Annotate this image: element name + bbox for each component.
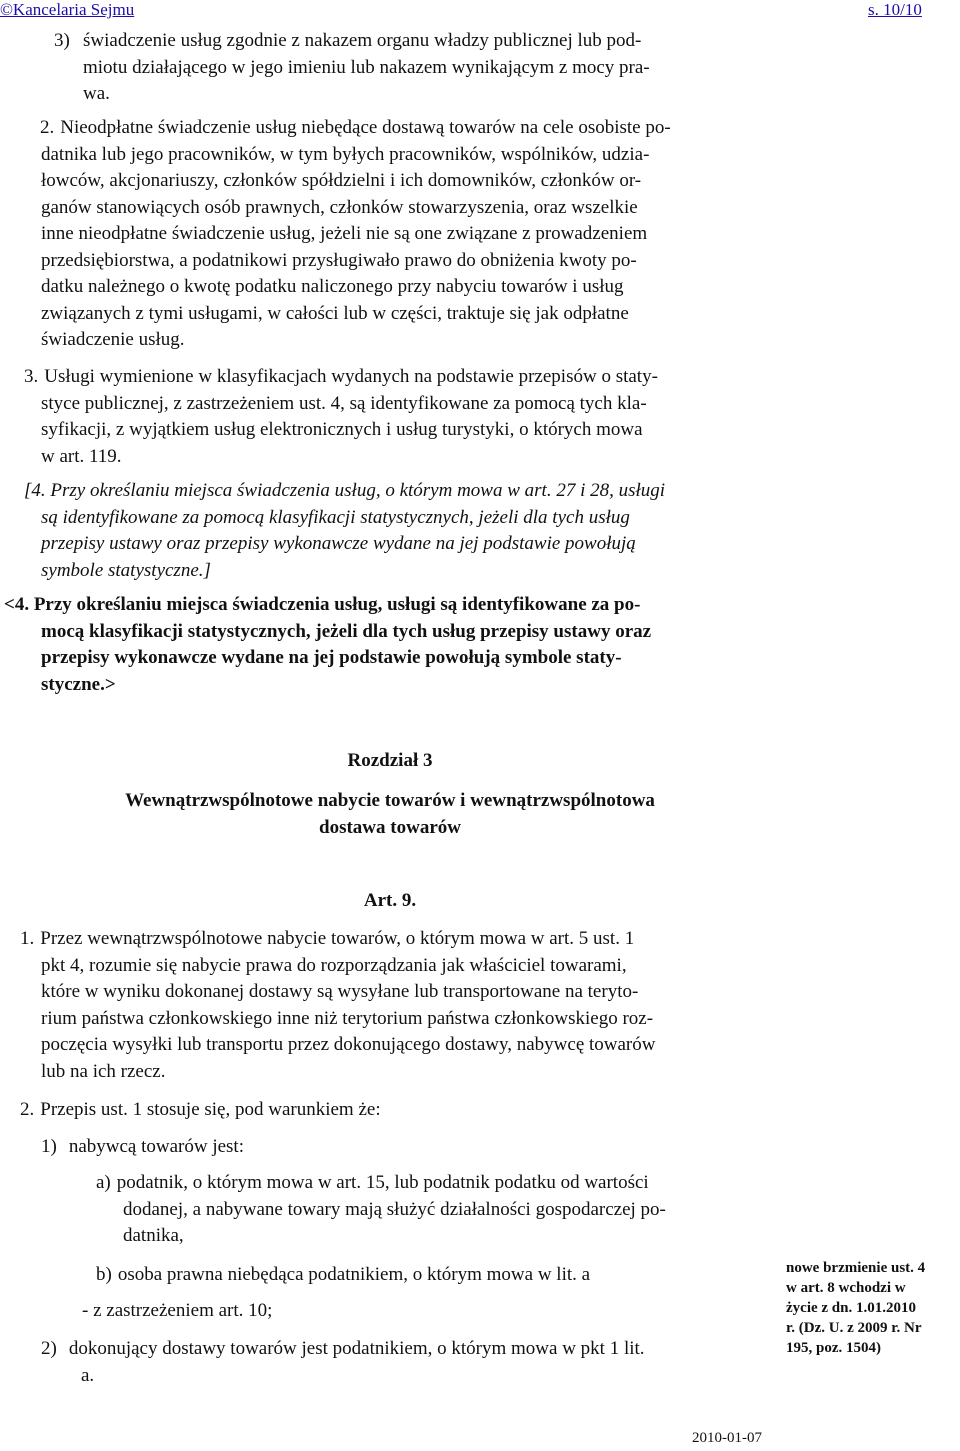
text-span: Przez wewnątrzwspólnotowe nabycie towarów, o którym mowa w art. 5 ust. 1 [40, 928, 635, 949]
point-2 [41, 1336, 781, 1389]
text-line: łowców, akcjonariuszy, członków spółdzielni i ich domowników, członków or- [41, 170, 642, 191]
point-number: 2) [41, 1338, 57, 1359]
text-line: w art. 119. [41, 445, 122, 467]
note-line: r. (Dz. U. z 2009 r. Nr [786, 1320, 922, 1336]
paragraph-2 [24, 115, 784, 354]
note-line: 195, poz. 1504) [786, 1340, 881, 1356]
text-line [41, 1336, 781, 1363]
paragraph-number: 2. [40, 117, 55, 138]
text-line: miotu działającego w jego imieniu lub nakazem wynikającym z mocy pra- [83, 56, 650, 78]
text-line: związanych z tymi usługami, w całości lub w części, traktuje się jak odpłatne [41, 302, 629, 324]
text-line: ganów stanowiących osób prawnych, członków stowarzyszenia, oraz wszelkie [41, 196, 638, 218]
paragraph-3 [24, 364, 784, 470]
page-number-link[interactable]: s. 10/10 [868, 0, 922, 19]
text-line: wa. [83, 83, 110, 104]
text-line: są identyfikowane za pomocą klasyfikacji statystycznych, jeżeli dla tych usług [41, 506, 630, 528]
text-span: Przepis ust. 1 stosuje się, pod warunkiem że: [40, 1099, 381, 1120]
article-title: Art. 9. [363, 890, 417, 911]
letter-label: b) [96, 1264, 112, 1285]
paragraph-4-new [4, 592, 784, 698]
text-line: datnika lub jego pracowników, w tym byłych pracowników, wspólników, udzia- [41, 143, 650, 165]
copyright-link[interactable]: ©Kancelaria Sejmu [0, 0, 135, 19]
article-paragraph-1 [20, 926, 780, 1085]
text-line: syfikacji, z wyjątkiem usług elektronicznych i usług turystyki, o których mowa [41, 419, 643, 440]
article-paragraph-2 [20, 1097, 381, 1124]
subtitle-line: dostawa towarów [319, 816, 461, 838]
text-line: rium państwa członkowskiego inne niż terytorium państwa członkowskiego roz- [41, 1007, 654, 1029]
text-span: podatnik, o którym mowa w art. 15, lub podatnik podatku od wartości [116, 1172, 649, 1193]
paragraph-number: 1. [20, 928, 35, 949]
text-line: datku należnego o kwotę podatku naliczonego przy nabyciu towarów i usług [41, 276, 624, 297]
text-line: świadczenie usług. [41, 329, 185, 350]
text-line: inne nieodpłatne świadczenie usług, jeżeli nie są one związane z prowadzeniem [41, 223, 648, 244]
letter-label: a) [96, 1172, 111, 1193]
dash-clause: - z zastrzeżeniem art. 10; [82, 1300, 273, 1321]
paragraph-4-old [24, 478, 784, 584]
text-line: [4. Przy określaniu miejsca świadczenia usług, o którym mowa w art. 27 i 28, usługi [24, 480, 666, 501]
text-line: symbole statystyczne.] [41, 559, 211, 581]
text-line: mocą klasyfikacji statystycznych, jeżeli dla tych usług przepisy ustawy oraz [41, 620, 652, 642]
note-line: życie z dn. 1.01.2010 [786, 1300, 916, 1316]
text-line: datnika, [123, 1225, 184, 1246]
text-line: które w wyniku dokonanej dostawy są wysyłane lub transportowane na teryto- [41, 981, 639, 1002]
letter-b [96, 1262, 590, 1289]
side-note [786, 1258, 960, 1358]
text-line: pkt 4, rozumie się nabycie prawa do rozporządzania jak właściciel towarami, [41, 954, 627, 976]
text-line: poczęcia wysyłki lub transportu przez dokonującego dostawy, nabywcę towarów [41, 1034, 656, 1055]
text-line: przepisy wykonawcze wydane na jej podstawie powołują symbole staty- [41, 647, 622, 668]
note-line: nowe brzmienie ust. 4 [786, 1260, 926, 1276]
text-line [24, 115, 784, 142]
text-span: nabywcą towarów jest: [68, 1136, 244, 1157]
note-line: w art. 8 wchodzi w [786, 1280, 906, 1296]
text-line: dodanej, a nabywane towary mają służyć działalności gospodarczej po- [123, 1198, 666, 1220]
text-line: przedsiębiorstwa, a podatnikowi przysługiwało prawo do obniżenia kwoty po- [41, 249, 637, 271]
letter-a [96, 1170, 786, 1250]
text-line: styczne.> [41, 673, 116, 695]
text-line [20, 926, 780, 953]
paragraph-number: 3. [24, 366, 39, 387]
subtitle-line: Wewnątrzwspólnotowe nabycie towarów i wewnątrzwspólnotowa [125, 790, 655, 811]
footer-date: 2010-01-07 [692, 1430, 762, 1446]
text-span: dokonujący dostawy towarów jest podatnikiem, o którym mowa w pkt 1 lit. [68, 1338, 645, 1359]
point-1 [41, 1134, 244, 1161]
paragraph-number: 2. [20, 1099, 35, 1120]
text-line [96, 1170, 786, 1197]
text-line: lub na ich rzecz. [41, 1060, 166, 1082]
text-line [24, 364, 784, 391]
item-3-text [83, 28, 783, 108]
item-3-number: 3) [54, 30, 70, 51]
chapter-subtitle [0, 788, 780, 841]
text-span: osoba prawna niebędąca podatnikiem, o którym mowa w lit. a [117, 1264, 591, 1285]
chapter-title: Rozdział 3 [347, 750, 433, 771]
text-line: przepisy ustawy oraz przepisy wykonawcze wydane na jej podstawie powołują [41, 533, 636, 554]
text-line: styce publicznej, z zastrzeżeniem ust. 4, są identyfikowane za pomocą tych kla- [41, 392, 647, 414]
text-span: Usługi wymienione w klasyfikacjach wydanych na podstawie przepisów o staty- [44, 366, 658, 387]
text-line: <4. Przy określaniu miejsca świadczenia usług, usługi są identyfikowane za po- [4, 594, 641, 615]
text-line: a. [81, 1364, 95, 1386]
text-line: świadczenie usług zgodnie z nakazem organu władzy publicznej lub pod- [83, 30, 642, 51]
text-span: Nieodpłatne świadczenie usług niebędące dostawą towarów na cele osobiste po- [60, 117, 671, 138]
point-number: 1) [41, 1136, 57, 1157]
